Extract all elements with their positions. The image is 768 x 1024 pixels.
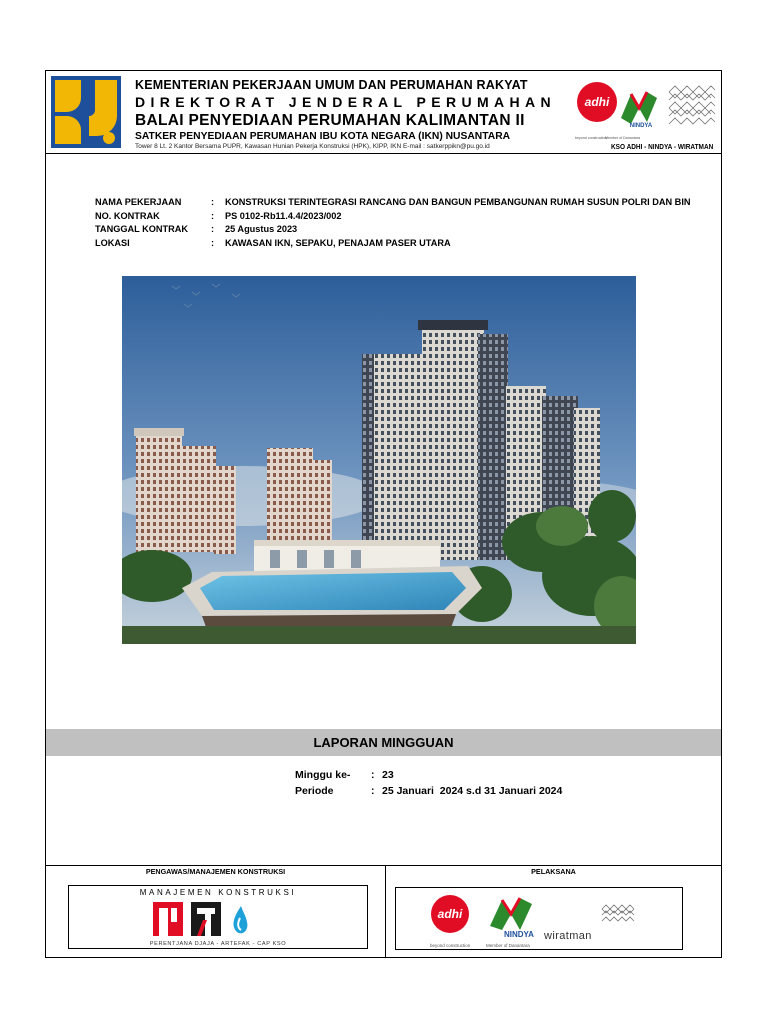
info-colon: : <box>211 224 215 234</box>
info-colon: : <box>211 237 215 248</box>
letterhead <box>45 70 722 154</box>
ministry-name: KEMENTERIAN PEKERJAAN UMUM DAN PERUMAHAN RAKYAT <box>135 78 528 92</box>
info-value: PS 0102-Rb11.4.4/2023/002 <box>225 210 342 221</box>
project-info <box>95 196 691 250</box>
nindya-wordmark: NINDYA <box>504 930 534 939</box>
svg-text:NINDYA: NINDYA <box>629 123 653 128</box>
executor-heading: PELAKSANA <box>531 867 576 876</box>
office-address: Tower 8 Lt. 2 Kantor Bersama PUPR, Kawasan Hunian Pekerja Konstruksi (HPK), KIPP, IKN E-mail : satkerppikn@pu.go.id <box>135 143 490 150</box>
colon: : <box>371 769 375 781</box>
info-label: NAMA PEKERJAAN <box>95 197 182 207</box>
svg-text:adhi: adhi <box>584 95 610 109</box>
supervisor-heading: PENGAWAS/MANAJEMEN KONSTRUKSI <box>145 867 286 876</box>
wiratman-wordmark: wiratman <box>544 930 592 942</box>
report-period <box>295 767 562 799</box>
mk-logo-box <box>68 885 368 949</box>
mk-logo-icon <box>151 900 291 940</box>
nindya-logo-icon <box>617 88 661 128</box>
svg-text:adhi: adhi <box>437 907 463 921</box>
info-colon: : <box>211 210 215 221</box>
info-colon: : <box>211 197 215 207</box>
danantara-tag: Member of Danantara <box>605 136 640 140</box>
colon: : <box>371 785 375 797</box>
period-value: 25 Januari 2024 s.d 31 Januari 2024 <box>382 785 563 797</box>
info-label: NO. KONTRAK <box>95 210 160 221</box>
adhi-logo-icon <box>430 894 470 934</box>
office-name: BALAI PENYEDIAAN PERUMAHAN KALIMANTAN II <box>135 112 525 129</box>
report-title-bar: LAPORAN MINGGUAN <box>46 729 721 756</box>
satker-name: SATKER PENYEDIAAN PERUMAHAN IBU KOTA NEGARA (IKN) NUSANTARA <box>135 131 511 142</box>
adhi-tagline: beyond construction <box>575 136 608 140</box>
info-row-job <box>95 196 691 210</box>
executor-logo-box <box>395 887 683 950</box>
adhi-logo-icon <box>575 80 619 124</box>
kso-logos <box>575 78 720 152</box>
mk-title: MANAJEMEN KONSTRUKSI <box>139 888 297 897</box>
info-value: 25 Agustus 2023 <box>225 224 298 234</box>
info-row-date <box>95 223 691 237</box>
danantara-tag: Member of Danantara <box>486 943 530 948</box>
letterhead-text <box>135 78 585 151</box>
week-value: 23 <box>382 769 394 781</box>
kso-label: KSO ADHI - NINDYA - WIRATMAN <box>611 142 714 151</box>
period-label: Periode <box>295 785 334 797</box>
divider <box>385 865 386 958</box>
info-row-contract <box>95 210 691 224</box>
wiratman-logo-icon <box>667 84 717 128</box>
info-value: KAWASAN IKN, SEPAKU, PENAJAM PASER UTARA <box>225 237 451 248</box>
project-rendering-image <box>122 276 636 644</box>
week-label: Minggu ke- <box>295 769 351 781</box>
info-label: TANGGAL KONTRAK <box>95 224 189 234</box>
pupr-logo-icon <box>51 76 121 148</box>
info-row-location <box>95 237 691 251</box>
mk-subtitle: PERENTJANA DJAJA - ARTEFAK - CAP KSO <box>149 941 287 947</box>
info-label: LOKASI <box>95 237 130 248</box>
week-row <box>295 767 562 783</box>
period-row <box>295 783 562 799</box>
directorate-name: DIREKTORAT JENDERAL PERUMAHAN <box>135 94 557 110</box>
nindya-logo-icon <box>486 894 536 932</box>
adhi-tagline: beyond construction <box>430 943 471 948</box>
wiratman-logo-icon <box>601 904 637 926</box>
info-value: KONSTRUKSI TERINTEGRASI RANCANG DAN BANGUN PEMBANGUNAN RUMAH SUSUN POLRI DAN BIN <box>225 197 691 207</box>
divider <box>46 865 721 866</box>
